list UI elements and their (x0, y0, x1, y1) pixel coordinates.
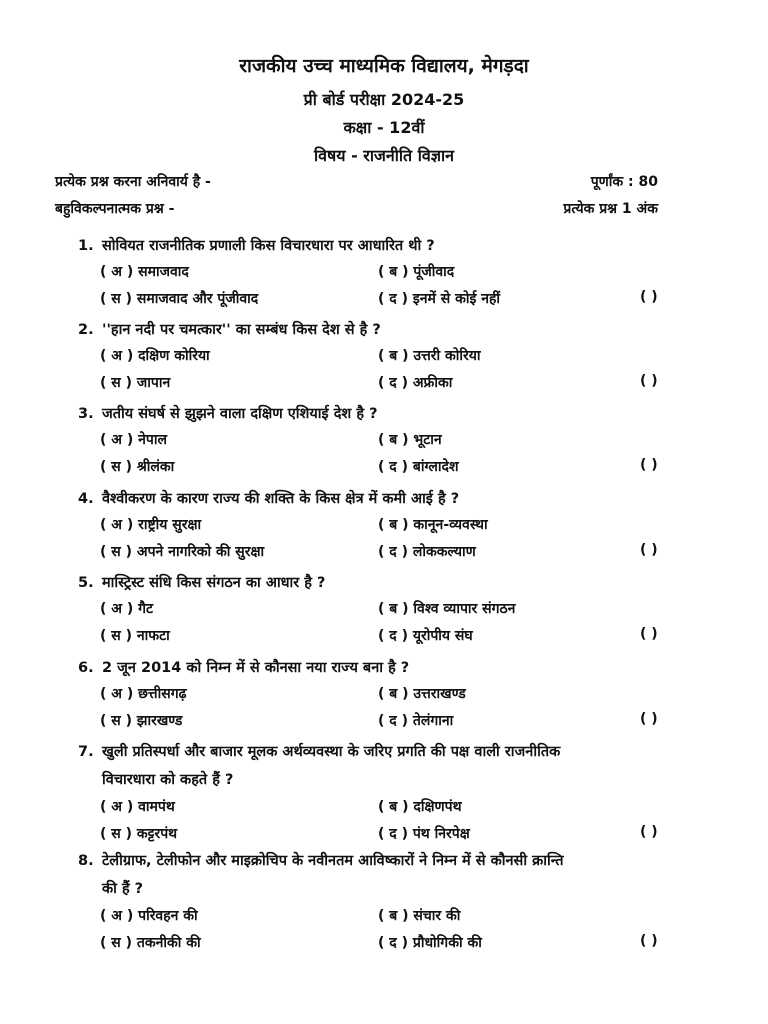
answer-box: ( ) (640, 373, 658, 389)
option-d: ( द ) इनमें से कोई नहीं (378, 291, 501, 307)
question-stem: टेलीग्राफ, टेलीफोन और माइक्रोचिप के नवीनतम आविष्कारों ने निम्न में से कौनसी क्रान्ति (102, 853, 564, 869)
option-b: ( ब ) पूंजीवाद (378, 264, 455, 280)
exam-title: प्री बोर्ड परीक्षा 2024-25 (303, 90, 465, 109)
question-stem: ''हान नदी पर चमत्कार'' का सम्बंध किस देश से है ? (102, 322, 381, 338)
option-b: ( ब ) उत्तरी कोरिया (378, 348, 481, 364)
question-stem: सोवियत राजनीतिक प्रणाली किस विचारधारा पर आधारित थी ? (102, 238, 435, 254)
question-stem-continued: विचारधारा को कहते हैं ? (102, 772, 234, 788)
question-stem: वैश्वीकरण के कारण राज्य की शक्ति के किस क्षेत्र में कमी आई है ? (102, 491, 460, 507)
question-text (78, 657, 718, 677)
answer-box: ( ) (640, 824, 658, 840)
option-a: ( अ ) दक्षिण कोरिया (100, 348, 210, 364)
question-5 (0, 572, 768, 662)
section-title: बहुविकल्पनात्मक प्रश्न - (55, 201, 175, 217)
instruction-compulsory: प्रत्येक प्रश्न करना अनिवार्य है - (55, 174, 211, 190)
question-number: 7. (78, 744, 94, 760)
question-8 (0, 850, 768, 965)
option-d: ( द ) अफ्रीका (378, 375, 453, 391)
question-number: 1. (78, 238, 94, 254)
question-1 (0, 235, 768, 325)
question-text (78, 741, 718, 761)
option-d: ( द ) बांग्लादेश (378, 459, 459, 475)
question-number: 2. (78, 322, 94, 338)
question-number: 8. (78, 853, 94, 869)
option-a: ( अ ) समाजवाद (100, 264, 189, 280)
option-c: ( स ) तकनीकी की (100, 935, 201, 951)
answer-box: ( ) (640, 457, 658, 473)
question-number: 4. (78, 491, 94, 507)
option-a: ( अ ) छत्तीसगढ़ (100, 686, 187, 702)
question-text (78, 488, 718, 508)
option-a: ( अ ) गैट (100, 601, 154, 617)
question-2 (0, 319, 768, 409)
option-b: ( ब ) कानून-व्यवस्था (378, 517, 488, 533)
option-c: ( स ) अपने नागरिको की सुरक्षा (100, 544, 265, 560)
option-a: ( अ ) वामपंथ (100, 799, 175, 815)
option-d: ( द ) प्रौधोगिकी की (378, 935, 482, 951)
question-4 (0, 488, 768, 578)
question-stem: खुली प्रतिस्पर्धा और बाजार मूलक अर्थव्यवस्था के जरिए प्रगति की पक्ष वाली राजनीतिक (102, 744, 561, 760)
option-d: ( द ) तेलंगाना (378, 713, 454, 729)
subject-label: विषय - राजनीति विज्ञान (313, 146, 455, 165)
option-a: ( अ ) राष्ट्रीय सुरक्षा (100, 517, 202, 533)
option-b: ( ब ) उत्तराखण्ड (378, 686, 466, 702)
question-stem: 2 जून 2014 को निम्न में से कौनसा नया राज्य बना है ? (102, 660, 410, 676)
question-text (78, 319, 718, 339)
option-b: ( ब ) दक्षिणपंथ (378, 799, 462, 815)
question-number: 3. (78, 406, 94, 422)
option-c: ( स ) नाफटा (100, 628, 170, 644)
option-b: ( ब ) भूटान (378, 432, 442, 448)
option-d: ( द ) लोककल्याण (378, 544, 476, 560)
option-c: ( स ) श्रीलंका (100, 459, 175, 475)
option-d: ( द ) यूरोपीय संघ (378, 628, 473, 644)
question-3 (0, 403, 768, 493)
answer-box: ( ) (640, 626, 658, 642)
option-b: ( ब ) संचार की (378, 908, 461, 924)
option-c: ( स ) झारखण्ड (100, 713, 183, 729)
question-number: 5. (78, 575, 94, 591)
option-c: ( स ) समाजवाद और पूंजीवाद (100, 291, 259, 307)
option-b: ( ब ) विश्व व्यापार संगठन (378, 601, 516, 617)
answer-box: ( ) (640, 933, 658, 949)
marks-per-question: प्रत्येक प्रश्न 1 अंक (563, 201, 658, 217)
answer-box: ( ) (640, 542, 658, 558)
question-text (78, 850, 718, 870)
option-c: ( स ) जापान (100, 375, 171, 391)
question-stem: जतीय संघर्ष से झुझने वाला दक्षिण एशियाई देश है ? (102, 406, 378, 422)
question-text (78, 403, 718, 423)
question-6 (0, 657, 768, 747)
question-text (78, 572, 718, 592)
option-d: ( द ) पंथ निरपेक्ष (378, 826, 470, 842)
option-a: ( अ ) नेपाल (100, 432, 167, 448)
answer-box: ( ) (640, 289, 658, 305)
class-label: कक्षा - 12वीं (343, 118, 425, 137)
option-a: ( अ ) परिवहन की (100, 908, 198, 924)
question-stem-continued: की हैं ? (102, 881, 144, 897)
option-c: ( स ) कट्टरपंथ (100, 826, 178, 842)
question-7 (0, 741, 768, 856)
total-marks: पूर्णांक : 80 (590, 174, 658, 190)
question-number: 6. (78, 660, 94, 676)
question-text (78, 235, 718, 255)
school-name: राजकीय उच्च माध्यमिक विद्यालय, मेगड़दा (239, 55, 529, 77)
answer-box: ( ) (640, 711, 658, 727)
question-stem: मास्ट्रिस्ट संधि किस संगठन का आधार है ? (102, 575, 326, 591)
